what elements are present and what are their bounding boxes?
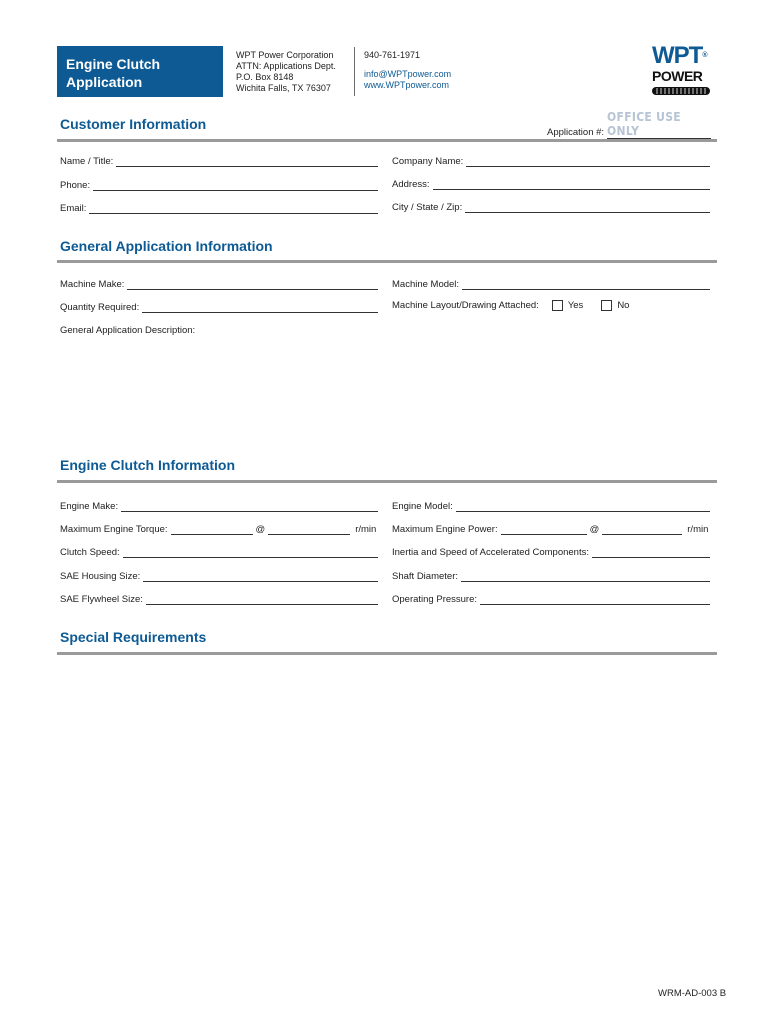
operating-pressure-label: Operating Pressure: bbox=[392, 594, 478, 605]
special-section-title: Special Requirements bbox=[60, 629, 207, 645]
phone-field[interactable] bbox=[60, 180, 378, 191]
phone-number: 940-761-1971 bbox=[364, 50, 421, 60]
logo-wpt-text: WPT bbox=[652, 42, 703, 69]
engine-make-field[interactable] bbox=[60, 501, 378, 512]
operating-pressure-field[interactable] bbox=[392, 594, 710, 605]
machine-model-label: Machine Model: bbox=[392, 279, 460, 290]
machine-model-field[interactable] bbox=[392, 279, 710, 290]
engine-model-line[interactable] bbox=[456, 501, 710, 512]
city-state-zip-label: City / State / Zip: bbox=[392, 202, 463, 213]
inertia-speed-field[interactable] bbox=[392, 547, 710, 558]
sae-housing-size-line[interactable] bbox=[143, 571, 378, 582]
application-number-label: Application #: bbox=[547, 127, 605, 138]
phone-line[interactable] bbox=[93, 180, 378, 191]
address-line: WPT Power Corporation bbox=[236, 50, 334, 60]
logo-gear-stripe-icon bbox=[652, 86, 710, 96]
website-link[interactable]: www.WPTpower.com bbox=[364, 80, 450, 90]
engine-make-line[interactable] bbox=[121, 501, 378, 512]
general-section-title: General Application Information bbox=[60, 238, 273, 254]
sae-flywheel-size-line[interactable] bbox=[146, 594, 378, 605]
power-value-line[interactable] bbox=[501, 524, 587, 535]
yes-checkbox[interactable] bbox=[552, 300, 563, 311]
machine-make-label: Machine Make: bbox=[60, 279, 125, 290]
clutch-speed-field[interactable] bbox=[60, 547, 378, 558]
torque-value-line[interactable] bbox=[171, 524, 253, 535]
general-section-bar bbox=[57, 260, 717, 263]
logo-registered-mark: ® bbox=[702, 52, 707, 59]
email-link[interactable]: info@WPTpower.com bbox=[364, 69, 452, 79]
email-field[interactable] bbox=[60, 203, 378, 214]
yes-label: Yes bbox=[567, 300, 584, 311]
form-title-line1: Engine Clutch bbox=[66, 56, 161, 72]
torque-unit: r/min bbox=[355, 524, 377, 535]
company-name-field[interactable] bbox=[392, 156, 710, 167]
engine-section-title: Engine Clutch Information bbox=[60, 457, 235, 473]
quantity-required-line[interactable] bbox=[142, 302, 378, 313]
no-checkbox[interactable] bbox=[601, 300, 612, 311]
description-area[interactable] bbox=[60, 340, 710, 445]
address-line: Wichita Falls, TX 76307 bbox=[236, 83, 331, 93]
engine-section-bar bbox=[57, 480, 717, 483]
sae-flywheel-size-field[interactable] bbox=[60, 594, 378, 605]
sae-housing-size-label: SAE Housing Size: bbox=[60, 571, 141, 582]
machine-make-field[interactable] bbox=[60, 279, 378, 290]
power-speed-line[interactable] bbox=[602, 524, 682, 535]
application-number-field bbox=[547, 110, 711, 139]
layout-attached-label: Machine Layout/Drawing Attached: bbox=[392, 300, 539, 311]
machine-make-line[interactable] bbox=[127, 279, 378, 290]
phone-label: Phone: bbox=[60, 180, 91, 191]
company-address bbox=[236, 50, 336, 94]
address-label: Address: bbox=[392, 179, 430, 190]
max-engine-power-field[interactable] bbox=[392, 524, 710, 535]
address-line: P.O. Box 8148 bbox=[236, 72, 294, 82]
name-title-field[interactable] bbox=[60, 156, 378, 167]
sae-housing-size-field[interactable] bbox=[60, 571, 378, 582]
engine-model-field[interactable] bbox=[392, 501, 710, 512]
torque-at-symbol: @ bbox=[255, 524, 266, 535]
form-code: WRM-AD-003 B bbox=[658, 988, 727, 999]
max-engine-torque-label: Maximum Engine Torque: bbox=[60, 524, 168, 535]
power-unit: r/min bbox=[687, 524, 709, 535]
clutch-speed-line[interactable] bbox=[123, 547, 378, 558]
customer-section-title: Customer Information bbox=[60, 116, 207, 132]
engine-make-label: Engine Make: bbox=[60, 501, 119, 512]
inertia-speed-label: Inertia and Speed of Accelerated Components: bbox=[392, 547, 589, 558]
office-use-only-text: OFFICE USE ONLY bbox=[607, 110, 711, 139]
power-at-symbol: @ bbox=[589, 524, 600, 535]
name-title-line[interactable] bbox=[116, 156, 378, 167]
form-title-box bbox=[57, 46, 223, 97]
engine-model-label: Engine Model: bbox=[392, 501, 453, 512]
quantity-required-field[interactable] bbox=[60, 302, 378, 313]
machine-model-line[interactable] bbox=[462, 279, 710, 290]
city-state-zip-field[interactable] bbox=[392, 202, 710, 213]
special-section-bar bbox=[57, 652, 717, 655]
shaft-diameter-label: Shaft Diameter: bbox=[392, 571, 458, 582]
city-state-zip-line[interactable] bbox=[465, 202, 710, 213]
email-label: Email: bbox=[60, 203, 87, 214]
layout-attached-field bbox=[392, 300, 712, 311]
header-divider bbox=[354, 47, 355, 96]
special-requirements-area[interactable] bbox=[60, 662, 710, 962]
address-field[interactable] bbox=[392, 179, 710, 190]
quantity-required-label: Quantity Required: bbox=[60, 302, 140, 313]
clutch-speed-label: Clutch Speed: bbox=[60, 547, 120, 558]
company-name-label: Company Name: bbox=[392, 156, 464, 167]
address-line-input[interactable] bbox=[433, 179, 711, 190]
wpt-power-logo bbox=[652, 44, 712, 98]
inertia-speed-line[interactable] bbox=[592, 547, 710, 558]
shaft-diameter-field[interactable] bbox=[392, 571, 710, 582]
max-engine-torque-field[interactable] bbox=[60, 524, 378, 535]
email-line[interactable] bbox=[89, 203, 378, 214]
shaft-diameter-line[interactable] bbox=[461, 571, 710, 582]
max-engine-power-label: Maximum Engine Power: bbox=[392, 524, 498, 535]
address-line: ATTN: Applications Dept. bbox=[236, 61, 336, 71]
name-title-label: Name / Title: bbox=[60, 156, 114, 167]
logo-power-text: POWER bbox=[652, 68, 703, 84]
torque-speed-line[interactable] bbox=[268, 524, 350, 535]
sae-flywheel-size-label: SAE Flywheel Size: bbox=[60, 594, 143, 605]
no-label: No bbox=[617, 300, 630, 311]
form-title-line2: Application bbox=[66, 74, 143, 90]
contact-info bbox=[364, 50, 451, 91]
description-label: General Application Description: bbox=[60, 325, 196, 336]
customer-section-bar bbox=[57, 139, 717, 142]
operating-pressure-line[interactable] bbox=[480, 594, 710, 605]
company-name-line[interactable] bbox=[466, 156, 710, 167]
